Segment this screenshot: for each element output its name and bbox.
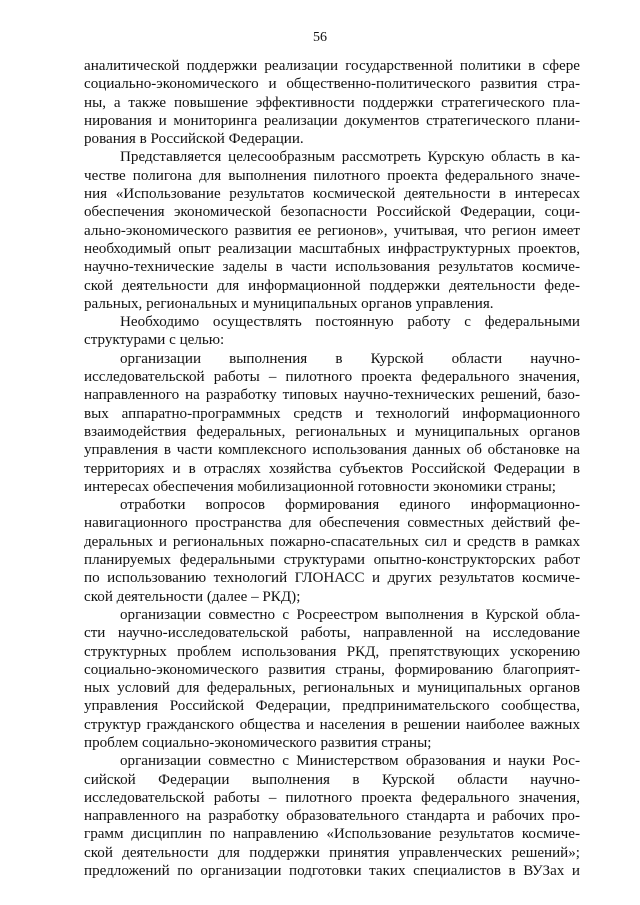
text-line: Необходимо осуществлять постоянную работу с федеральными	[120, 314, 580, 331]
text-line: направленного на разработку типовых научно-технических решений, базо-	[84, 387, 580, 404]
text-line: ально-экономического развития ее регионов», учитывая, что регион имеет	[84, 222, 580, 239]
text-line: научно-технические заделы в части использования результатов космиче-	[84, 259, 580, 276]
text-line: по использованию технологий ГЛОНАСС и других результатов космиче-	[84, 570, 580, 587]
text-line: вых аппаратно-программных средств и технологий информационного	[84, 405, 580, 422]
text-line: управления в части комплексного использования данных об обстановке на	[84, 442, 580, 459]
text-line: исследовательской работы – пилотного проекта федерального значения,	[84, 369, 580, 386]
text-line: организации совместно с Министерством образования и науки Рос-	[120, 753, 580, 770]
text-line: Представляется целесообразным рассмотреть Курскую область в ка-	[120, 149, 580, 166]
text-line: отработки вопросов формирования единого информационно-	[120, 497, 580, 514]
text-line: интересах обеспечения мобилизационной готовности экономики страны;	[84, 478, 556, 495]
text-line: направленного на разработку образовательного стандарта и рабочих про-	[84, 808, 580, 825]
text-line: ской деятельности (далее – РКД);	[84, 588, 301, 605]
text-line: управления Российской Федерации, предпринимательского сообщества,	[84, 698, 580, 715]
text-line: социально-экономического и общественно-политического развития стра-	[84, 76, 580, 93]
text-line: деральных и региональных пожарно-спасательных сил и средств в рамках	[84, 533, 580, 550]
text-line: организации выполнения в Курской области научно-	[120, 350, 580, 367]
text-line: социально-экономического развития страны, формированию благоприят-	[84, 661, 580, 678]
text-line: ской деятельности для информационной поддержки деятельности феде-	[84, 277, 580, 294]
text-line: проблем социально-экономического развития страны;	[84, 734, 432, 751]
text-line: ния «Использование результатов космической деятельности в интересах	[84, 186, 580, 203]
body-text	[84, 57, 580, 880]
text-line: нирования и мониторинга реализации документов стратегического плани-	[84, 112, 580, 129]
text-line: планируемых федеральными структурами опытно-конструкторских работ	[84, 552, 580, 569]
text-line: сти научно-исследовательской работы, направленной на исследование	[84, 625, 580, 642]
text-line: территориях и в отраслях хозяйства субъектов Российской Федерации в	[84, 460, 580, 477]
text-line: ской деятельности для поддержки принятия управленческих решений»;	[84, 844, 580, 861]
text-line: грамм дисциплин по направлению «Использование результатов космиче-	[84, 826, 580, 843]
text-line: ны, а также повышение эффективности поддержки стратегического пла-	[84, 94, 580, 111]
text-line: аналитической поддержки реализации государственной политики в сфере	[84, 58, 580, 74]
text-line: структур гражданского общества и населения в решении наиболее важных	[84, 716, 580, 733]
text-line: исследовательской работы – пилотного проекта федерального значения,	[84, 789, 580, 806]
text-line: структурами с целью:	[84, 332, 225, 349]
text-line: ных условий для федеральных, региональных и муниципальных органов	[84, 680, 580, 697]
text-line: сийской Федерации выполнения в Курской области научно-	[84, 771, 580, 788]
text-line: организации совместно с Росреестром выполнения в Курской обла-	[120, 606, 580, 623]
text-line: предложений по организации подготовки таких специалистов в ВУЗах и	[84, 863, 580, 880]
text-line: структурных проблем использования РКД, препятствующих ускорению	[84, 643, 580, 660]
text-line: необходимый опыт реализации масштабных инфраструктурных проектов,	[84, 240, 580, 257]
text-line: обеспечения экономической безопасности Российской Федерации, соци-	[84, 204, 580, 221]
text-line: навигационного пространства для обеспечения совместных действий фе-	[84, 515, 580, 532]
text-line: ральных, региональных и муниципальных органов управления.	[84, 295, 494, 312]
text-line: взаимодействия федеральных, региональных и муниципальных органов	[84, 423, 580, 440]
text-line: рования в Российской Федерации.	[84, 131, 304, 148]
page-number: 56	[313, 30, 327, 45]
text-line: честве полигона для выполнения пилотного проекта федерального значе-	[84, 167, 580, 184]
